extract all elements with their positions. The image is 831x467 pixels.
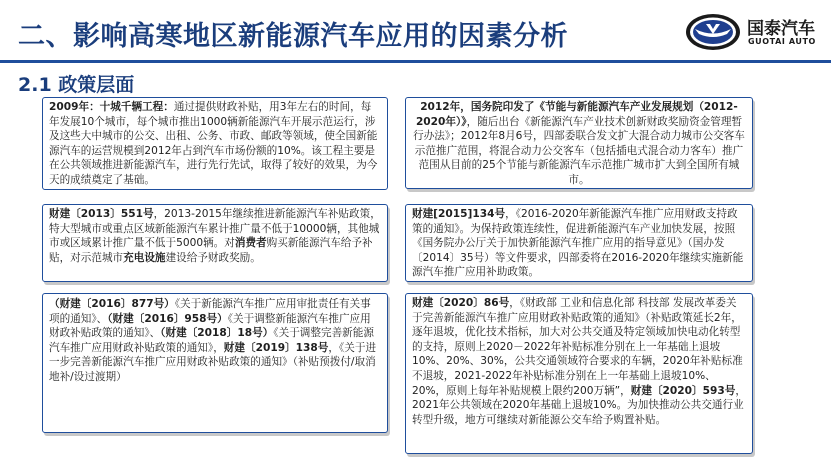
policy-text: 《关于调整完善新能源汽车推广应用财政补贴政策的通知》，	[49, 327, 374, 354]
logo-text-en: GUOTAI AUTO	[748, 37, 816, 46]
logo-emblem-icon	[684, 12, 742, 52]
page-title: 二、影响高寒地区新能源汽车应用的因素分析	[18, 21, 568, 52]
policy-lead: 财建〔2020〕593号	[630, 384, 736, 397]
policy-text: 通过提供财政补贴，用3年左右的时间，每年发展10个城市，每个城市推出1000辆新能源汽车开展示范运行，涉及这些大中城市的公交、出租、公务、市政、邮政等领域，使全国新能源汽车的运营规模到2012年占到汽车市场份额的10%。该工程主要是在公共领域推进新能源汽车，进行先行先试，取得了较好的效果，为今天的成绩奠定了基础。	[49, 101, 378, 186]
policy-text: 《关于调整新能源汽车推广应用财政补贴政策的通知》、	[49, 312, 371, 340]
policy-lead: （财建〔2016〕958号）	[107, 312, 228, 325]
policy-text: ，《财政部 工业和信息化部 科技部 发展改革委关于完善新能源汽车推广应用财政补贴政策的通知》（补贴政策延长2年，逐年退坡，优化技术指标，加大对公共交通及特定领域加快电动化转型的支持，原则上2020－2022年补贴标准分别在上一年基础上退坡10%、20%、30%，公共交通领域符合要求的车辆，2020年补贴标准不退坡，2021-2022年补贴标准分别在上一年基础上退坡10%、20%，原则上每年补贴规模上限约200万辆”，	[412, 297, 743, 397]
title-divider	[0, 60, 831, 63]
policy-lead: 2009年：十城千辆工程：	[49, 101, 174, 113]
policy-box-2009	[42, 97, 388, 190]
policy-lead: 财建〔2020〕86号	[412, 297, 510, 309]
policy-text: 购买新能源汽车给予补贴，对示范城市	[49, 237, 373, 264]
logo-text-cn: 国泰汽车	[747, 19, 815, 39]
policy-lead: 财建〔2019〕138号	[223, 341, 329, 354]
policy-text: 《关于新能源汽车推广应用审批责任有关事项的通知》、	[49, 298, 371, 325]
policy-text: ，随后出台《新能源汽车产业技术创新财政奖励资金管理暂行办法》；2012年8月6号，四部委联合发文扩大混合动力城市公交客车示范推广范围，将混合动力公交客车（包括插电式混合动力客车）推广范围从目前的25个节能与新能源汽车示范推广城市扩大到全国所有城市。	[413, 115, 745, 186]
policy-lead: （财建〔2018〕18号）	[160, 327, 274, 340]
policy-text: 建设给予财政奖励。	[165, 251, 261, 264]
policy-text: ，《2016-2020年新能源汽车推广应用财政支持政策的通知》。为保持政策连续性，促进新能源汽车产业加快发展，按照《国务院办公厅关于加快新能源汽车推广应用的指导意见》（国办发〔2014〕35号）等文件要求，四部委将在2016-2020年继续实施新能源汽车推广应用补助政策。	[412, 208, 744, 279]
policy-lead: 2012年，国务院印发了《节能与新能源汽车产业发展规划（2012-2020年）》	[415, 101, 738, 128]
policy-box-2016-2019	[42, 293, 388, 433]
section-heading: 2.1 政策层面	[18, 74, 135, 96]
policy-box-2013	[42, 204, 388, 282]
policy-highlight: 充电设施	[123, 251, 166, 264]
company-logo	[684, 12, 824, 52]
policy-box-2015	[405, 204, 753, 282]
policy-lead: 财建[2015]134号	[412, 208, 506, 220]
policy-text: ，2021年公共领域在2020年基础上退坡10%。为加快推动公共交通行业转型升级，地方可继续对新能源公交车给予购置补贴。	[412, 384, 746, 426]
policy-text: ，2013-2015年继续推进新能源汽车补贴政策，特大型城市或重点区域新能源汽车累计推广量不低于10000辆，其他城市或区域累计推广量不低于5000辆。对	[49, 208, 381, 250]
policy-lead: 财建〔2013〕551号	[49, 208, 154, 220]
policy-text: ，《关于进一步完善新能源汽车推广应用财政补贴政策的通知》（补贴预拨付/取消地补/设过渡期）	[49, 341, 377, 383]
policy-box-2020	[405, 293, 753, 454]
policy-lead: （财建〔2016〕877号）	[49, 298, 175, 310]
policy-box-2012	[405, 97, 753, 189]
policy-highlight: 消费者	[234, 237, 267, 250]
